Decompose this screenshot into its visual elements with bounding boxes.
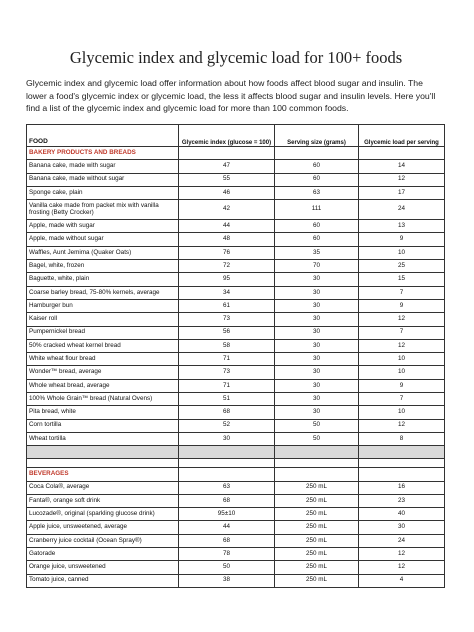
table-row <box>27 353 445 366</box>
glycemic-load-cell: 10 <box>359 246 445 259</box>
serving-size-cell: 30 <box>275 393 359 406</box>
glycemic-table <box>26 124 445 588</box>
food-name-cell: Pumpernickel bread <box>27 326 179 339</box>
table-header-row <box>27 125 445 147</box>
column-header-glycemic-index: Glycemic index (glucose = 100) <box>179 125 275 147</box>
section-header-row <box>27 147 445 160</box>
table-row <box>27 326 445 339</box>
table-row <box>27 200 445 220</box>
glycemic-load-cell: 7 <box>359 286 445 299</box>
table-row <box>27 186 445 199</box>
glycemic-load-cell: 12 <box>359 339 445 352</box>
table-row <box>27 494 445 507</box>
glycemic-index-cell: 48 <box>179 233 275 246</box>
glycemic-load-cell: 40 <box>359 508 445 521</box>
glycemic-index-cell: 78 <box>179 548 275 561</box>
food-name-cell: Apple, made with sugar <box>27 220 179 233</box>
empty-cell <box>27 459 179 468</box>
column-header-glycemic-load: Glycemic load per serving <box>359 125 445 147</box>
glycemic-load-cell: 12 <box>359 548 445 561</box>
glycemic-load-cell: 10 <box>359 406 445 419</box>
food-name-cell: Orange juice, unsweetened <box>27 561 179 574</box>
glycemic-index-cell: 30 <box>179 432 275 445</box>
table-row <box>27 379 445 392</box>
table-row <box>27 173 445 186</box>
glycemic-load-cell: 12 <box>359 419 445 432</box>
glycemic-load-cell: 9 <box>359 299 445 312</box>
food-name-cell: Gatorade <box>27 548 179 561</box>
glycemic-index-cell: 47 <box>179 160 275 173</box>
glycemic-index-cell: 63 <box>179 481 275 494</box>
table-row <box>27 160 445 173</box>
food-name-cell: Pita bread, white <box>27 406 179 419</box>
food-name-cell: Vanilla cake made from packet mix with vanilla frosting (Betty Crocker) <box>27 200 179 220</box>
blank-row <box>27 459 445 468</box>
table-row <box>27 574 445 587</box>
serving-size-cell: 60 <box>275 160 359 173</box>
glycemic-load-cell: 25 <box>359 260 445 273</box>
glycemic-load-cell: 13 <box>359 220 445 233</box>
serving-size-cell: 35 <box>275 246 359 259</box>
food-name-cell: Wonder™ bread, average <box>27 366 179 379</box>
serving-size-cell: 250 mL <box>275 508 359 521</box>
table-row <box>27 246 445 259</box>
serving-size-cell: 70 <box>275 260 359 273</box>
glycemic-index-cell: 73 <box>179 366 275 379</box>
glycemic-index-cell: 76 <box>179 246 275 259</box>
serving-size-cell: 30 <box>275 366 359 379</box>
serving-size-cell: 60 <box>275 173 359 186</box>
section-divider-row <box>27 446 445 459</box>
serving-size-cell: 30 <box>275 406 359 419</box>
glycemic-index-cell: 68 <box>179 494 275 507</box>
glycemic-index-cell: 50 <box>179 561 275 574</box>
food-name-cell: Waffles, Aunt Jemima (Quaker Oats) <box>27 246 179 259</box>
table-row <box>27 260 445 273</box>
food-name-cell: Fanta®, orange soft drink <box>27 494 179 507</box>
glycemic-load-cell: 30 <box>359 521 445 534</box>
serving-size-cell: 250 mL <box>275 521 359 534</box>
glycemic-load-cell: 8 <box>359 432 445 445</box>
glycemic-index-cell: 34 <box>179 286 275 299</box>
glycemic-load-cell: 16 <box>359 481 445 494</box>
serving-size-cell: 30 <box>275 299 359 312</box>
glycemic-load-cell: 12 <box>359 173 445 186</box>
glycemic-load-cell: 14 <box>359 160 445 173</box>
empty-cell <box>275 446 359 459</box>
serving-size-cell: 30 <box>275 339 359 352</box>
serving-size-cell: 111 <box>275 200 359 220</box>
glycemic-index-cell: 52 <box>179 419 275 432</box>
serving-size-cell: 50 <box>275 432 359 445</box>
empty-cell <box>275 468 359 481</box>
glycemic-index-cell: 95 <box>179 273 275 286</box>
serving-size-cell: 250 mL <box>275 481 359 494</box>
serving-size-cell: 30 <box>275 379 359 392</box>
section-header-row <box>27 468 445 481</box>
glycemic-index-cell: 71 <box>179 379 275 392</box>
glycemic-index-cell: 95±10 <box>179 508 275 521</box>
food-name-cell: Apple juice, unsweetened, average <box>27 521 179 534</box>
intro-paragraph: Glycemic index and glycemic load offer information about how foods affect blood sugar and insulin. The lower a food's glycemic index or glycemic load, the less it affects blood sugar and insulin levels. Here you'll find a list of the glycemic index and glycemic load for more than 100 common foods. <box>26 78 436 114</box>
glycemic-index-cell: 73 <box>179 313 275 326</box>
serving-size-cell: 250 mL <box>275 548 359 561</box>
serving-size-cell: 50 <box>275 419 359 432</box>
empty-cell <box>359 446 445 459</box>
empty-cell <box>179 446 275 459</box>
glycemic-load-cell: 9 <box>359 233 445 246</box>
food-name-cell: Banana cake, made with sugar <box>27 160 179 173</box>
empty-cell <box>179 468 275 481</box>
food-name-cell: Baguette, white, plain <box>27 273 179 286</box>
glycemic-index-cell: 58 <box>179 339 275 352</box>
empty-cell <box>27 446 179 459</box>
table-row <box>27 508 445 521</box>
glycemic-index-cell: 44 <box>179 220 275 233</box>
glycemic-index-cell: 46 <box>179 186 275 199</box>
food-name-cell: Corn tortilla <box>27 419 179 432</box>
food-name-cell: Whole wheat bread, average <box>27 379 179 392</box>
food-name-cell: Sponge cake, plain <box>27 186 179 199</box>
page-title: Glycemic index and glycemic load for 100+ foods <box>69 48 403 67</box>
table-row <box>27 406 445 419</box>
table-row <box>27 521 445 534</box>
glycemic-index-cell: 72 <box>179 260 275 273</box>
column-header-food: FOOD <box>27 125 179 147</box>
table-row <box>27 313 445 326</box>
serving-size-cell: 63 <box>275 186 359 199</box>
glycemic-load-cell: 4 <box>359 574 445 587</box>
food-name-cell: Hamburger bun <box>27 299 179 312</box>
empty-cell <box>359 147 445 160</box>
serving-size-cell: 30 <box>275 273 359 286</box>
serving-size-cell: 250 mL <box>275 561 359 574</box>
table-row <box>27 534 445 547</box>
glycemic-load-cell: 12 <box>359 313 445 326</box>
table-row <box>27 220 445 233</box>
glycemic-load-cell: 15 <box>359 273 445 286</box>
food-name-cell: Coca Cola®, average <box>27 481 179 494</box>
empty-cell <box>275 459 359 468</box>
serving-size-cell: 250 mL <box>275 534 359 547</box>
table-row <box>27 286 445 299</box>
serving-size-cell: 60 <box>275 220 359 233</box>
food-name-cell: White wheat flour bread <box>27 353 179 366</box>
empty-cell <box>359 468 445 481</box>
food-name-cell: 50% cracked wheat kernel bread <box>27 339 179 352</box>
glycemic-index-cell: 68 <box>179 406 275 419</box>
food-name-cell: 100% Whole Grain™ bread (Natural Ovens) <box>27 393 179 406</box>
glycemic-load-cell: 7 <box>359 326 445 339</box>
serving-size-cell: 30 <box>275 313 359 326</box>
glycemic-load-cell: 24 <box>359 534 445 547</box>
table-row <box>27 419 445 432</box>
empty-cell <box>179 147 275 160</box>
food-name-cell: Apple, made without sugar <box>27 233 179 246</box>
food-name-cell: Tomato juice, canned <box>27 574 179 587</box>
food-name-cell: Banana cake, made without sugar <box>27 173 179 186</box>
glycemic-index-cell: 68 <box>179 534 275 547</box>
glycemic-load-cell: 17 <box>359 186 445 199</box>
glycemic-index-cell: 38 <box>179 574 275 587</box>
table-row <box>27 273 445 286</box>
table-row <box>27 432 445 445</box>
table-row <box>27 299 445 312</box>
food-name-cell: Kaiser roll <box>27 313 179 326</box>
empty-cell <box>359 459 445 468</box>
glycemic-load-cell: 23 <box>359 494 445 507</box>
glycemic-index-cell: 55 <box>179 173 275 186</box>
table-body <box>27 147 445 588</box>
empty-cell <box>275 147 359 160</box>
section-label: BAKERY PRODUCTS AND BREADS <box>27 147 179 160</box>
food-name-cell: Cranberry juice cocktail (Ocean Spray®) <box>27 534 179 547</box>
serving-size-cell: 30 <box>275 326 359 339</box>
food-name-cell: Coarse barley bread, 75-80% kernels, average <box>27 286 179 299</box>
serving-size-cell: 250 mL <box>275 494 359 507</box>
serving-size-cell: 250 mL <box>275 574 359 587</box>
glycemic-index-cell: 71 <box>179 353 275 366</box>
glycemic-load-cell: 12 <box>359 561 445 574</box>
table-row <box>27 366 445 379</box>
table-row <box>27 339 445 352</box>
glycemic-load-cell: 24 <box>359 200 445 220</box>
table-row <box>27 233 445 246</box>
glycemic-load-cell: 10 <box>359 353 445 366</box>
food-name-cell: Bagel, white, frozen <box>27 260 179 273</box>
column-header-serving-size: Serving size (grams) <box>275 125 359 147</box>
glycemic-load-cell: 10 <box>359 366 445 379</box>
glycemic-load-cell: 9 <box>359 379 445 392</box>
table-row <box>27 393 445 406</box>
glycemic-index-cell: 44 <box>179 521 275 534</box>
food-name-cell: Lucozade®, original (sparkling glucose drink) <box>27 508 179 521</box>
table-row <box>27 548 445 561</box>
food-name-cell: Wheat tortilla <box>27 432 179 445</box>
glycemic-index-cell: 56 <box>179 326 275 339</box>
serving-size-cell: 30 <box>275 286 359 299</box>
glycemic-index-cell: 61 <box>179 299 275 312</box>
table-row <box>27 481 445 494</box>
serving-size-cell: 60 <box>275 233 359 246</box>
glycemic-index-cell: 42 <box>179 200 275 220</box>
section-label: BEVERAGES <box>27 468 179 481</box>
glycemic-load-cell: 7 <box>359 393 445 406</box>
glycemic-index-cell: 51 <box>179 393 275 406</box>
empty-cell <box>179 459 275 468</box>
serving-size-cell: 30 <box>275 353 359 366</box>
table-row <box>27 561 445 574</box>
